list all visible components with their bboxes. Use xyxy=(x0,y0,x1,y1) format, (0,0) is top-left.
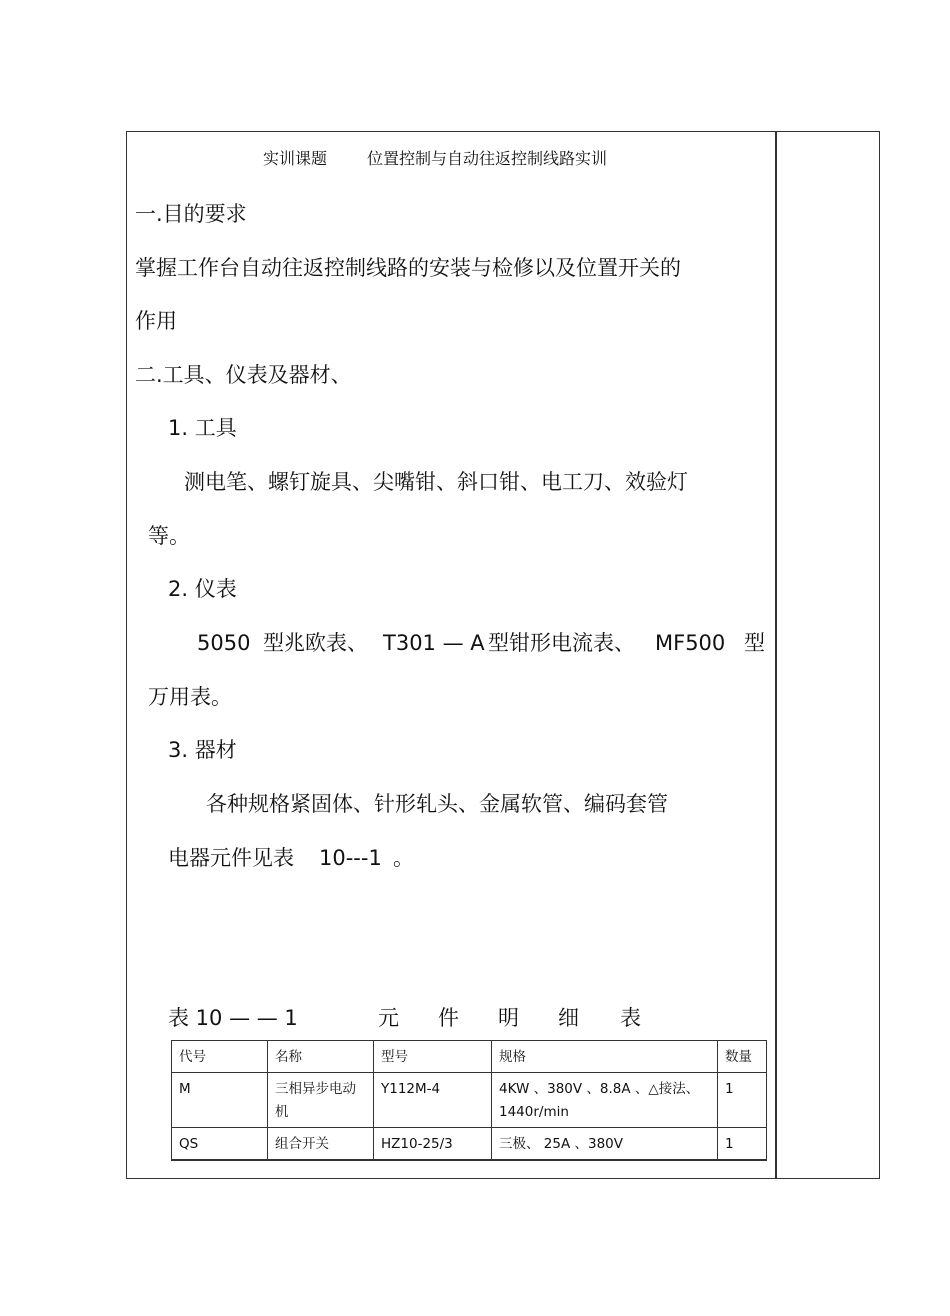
header-spec: 规格 xyxy=(492,1041,718,1073)
margin-column-divider xyxy=(775,131,777,1179)
section1-heading: 一.目的要求 xyxy=(135,202,247,226)
materials-line2-text: 电器元件见表 xyxy=(168,846,294,870)
cell-name: 组合开关 xyxy=(268,1128,374,1161)
cell-spec: 三极、 25A 、380V xyxy=(492,1128,718,1161)
header-model: 型号 xyxy=(374,1041,492,1073)
table-caption-number: 表 10 — — 1 xyxy=(168,1006,298,1030)
table-caption-char: 件 xyxy=(438,1006,459,1030)
section1-text-line2: 作用 xyxy=(135,309,177,333)
tools-line2: 等。 xyxy=(148,524,190,548)
table-caption-char: 细 xyxy=(558,1006,579,1030)
tools-line1: 测电笔、螺钉旋具、尖嘴钳、斜口钳、电工刀、效验灯 xyxy=(184,470,688,494)
topic-title: 位置控制与自动往返控制线路实训 xyxy=(367,149,608,168)
materials-line1: 各种规格紧固体、针形轧头、金属软管、编码套管 xyxy=(206,792,668,816)
tools-heading: 1. 工具 xyxy=(168,416,237,440)
table-caption-char: 表 xyxy=(620,1006,641,1030)
meters-part-mf500: MF500 xyxy=(655,631,726,655)
topic-label: 实训课题 xyxy=(263,149,328,168)
table-header-row xyxy=(172,1041,767,1073)
meters-line2: 万用表。 xyxy=(148,685,232,709)
meters-part-clamp-meter: 型钳形电流表、 xyxy=(488,631,635,655)
cell-qty: 1 xyxy=(718,1073,767,1128)
cell-spec: 4KW 、380V 、8.8A 、△接法、 1440r/min xyxy=(492,1073,718,1128)
materials-line2-end: 。 xyxy=(393,846,414,870)
header-code: 代号 xyxy=(172,1041,268,1073)
materials-table-ref: 10---1 xyxy=(319,846,382,870)
table-caption-char: 明 xyxy=(498,1006,519,1030)
cell-code: M xyxy=(172,1073,268,1128)
header-name: 名称 xyxy=(268,1041,374,1073)
section1-text-line1: 掌握工作台自动往返控制线路的安装与检修以及位置开关的 xyxy=(135,256,681,280)
cell-qty: 1 xyxy=(718,1128,767,1161)
table-row xyxy=(172,1073,767,1128)
meters-part-type: 型 xyxy=(744,631,765,655)
component-detail-table xyxy=(171,1040,767,1161)
section2-heading: 二.工具、仪表及器材、 xyxy=(135,363,352,387)
materials-heading: 3. 器材 xyxy=(168,738,237,762)
meters-heading: 2. 仪表 xyxy=(168,577,237,601)
meters-part-t301: T301 — A xyxy=(383,631,485,655)
table-row xyxy=(172,1128,767,1161)
cell-code: QS xyxy=(172,1128,268,1161)
table-caption-char: 元 xyxy=(378,1006,399,1030)
cell-model: Y112M-4 xyxy=(374,1073,492,1128)
meters-part-5050: 5050 xyxy=(197,631,251,655)
header-qty: 数量 xyxy=(718,1041,767,1073)
meters-part-megohmmeter: 型兆欧表、 xyxy=(263,631,368,655)
cell-model: HZ10-25/3 xyxy=(374,1128,492,1161)
cell-name: 三相异步电动机 xyxy=(268,1073,374,1128)
